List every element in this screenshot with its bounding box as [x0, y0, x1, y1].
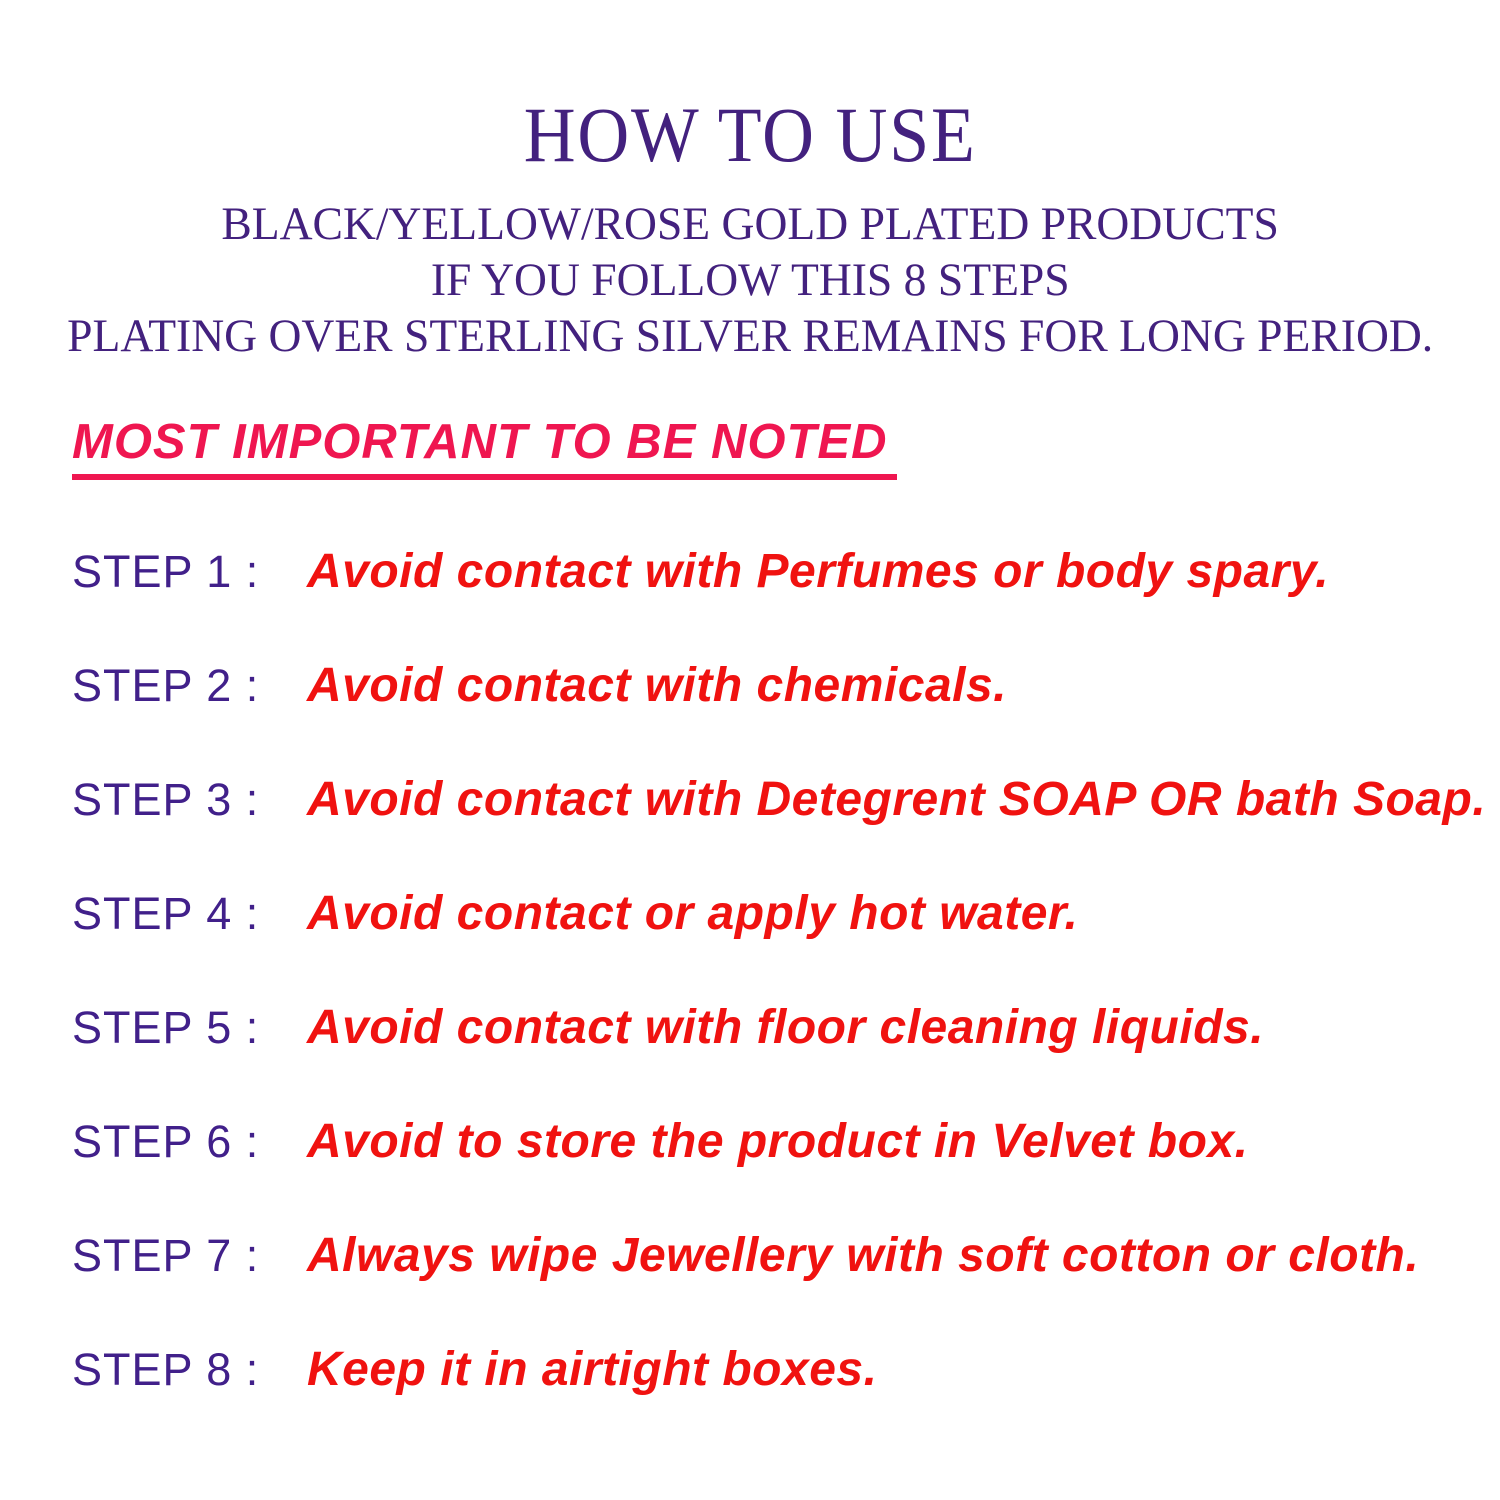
- step-label: STEP 7 :: [72, 1230, 260, 1281]
- step-text: Avoid contact or apply hot water.: [307, 887, 1079, 940]
- step-row: [72, 773, 1487, 826]
- step-text: Avoid contact with Perfumes or body spary.: [307, 545, 1330, 598]
- subtitle-block: [0, 196, 1500, 364]
- step-label: STEP 4 :: [72, 888, 260, 939]
- step-label: STEP 8 :: [72, 1344, 260, 1395]
- step-row: [72, 659, 1480, 712]
- step-text: Keep it in airtight boxes.: [307, 1343, 878, 1396]
- subtitle-line: [0, 308, 1500, 364]
- step-label: STEP 5 :: [72, 1002, 260, 1053]
- step-text: Avoid to store the product in Velvet box.: [307, 1115, 1249, 1168]
- step-row: [72, 1001, 1480, 1054]
- step-row: [72, 887, 1480, 940]
- content-area: [0, 364, 1500, 1394]
- subtitle-line-text: IF YOU FOLLOW THIS 8 STEPS: [430, 254, 1070, 306]
- step-text: Avoid contact with Detegrent SOAP OR bath Soap.: [307, 773, 1487, 826]
- step-text: Always wipe Jewellery with soft cotton or cloth.: [307, 1229, 1420, 1282]
- step-row: [72, 545, 1480, 598]
- step-row: [72, 1343, 1480, 1396]
- notice-heading: MOST IMPORTANT TO BE NOTED: [72, 418, 897, 480]
- step-text: Avoid contact with floor cleaning liquids.: [307, 1001, 1265, 1054]
- step-label: STEP 1 :: [72, 546, 260, 597]
- step-label: STEP 3 :: [72, 774, 260, 825]
- page-title-text: HOW TO USE: [523, 91, 977, 178]
- subtitle-line-text: BLACK/YELLOW/ROSE GOLD PLATED PRODUCTS: [221, 198, 1279, 250]
- subtitle-line: [0, 252, 1500, 308]
- step-row: [72, 1115, 1480, 1168]
- subtitle-line: [0, 196, 1500, 252]
- step-text: Avoid contact with chemicals.: [307, 659, 1007, 712]
- instruction-sheet: [0, 91, 1500, 1500]
- step-label: STEP 6 :: [72, 1116, 260, 1167]
- page-title: [0, 91, 1500, 178]
- steps-list: [72, 545, 1487, 1396]
- step-label: STEP 2 :: [72, 660, 260, 711]
- step-row: [72, 1229, 1480, 1282]
- subtitle-line-text: PLATING OVER STERLING SILVER REMAINS FOR LONG PERIOD.: [66, 310, 1434, 362]
